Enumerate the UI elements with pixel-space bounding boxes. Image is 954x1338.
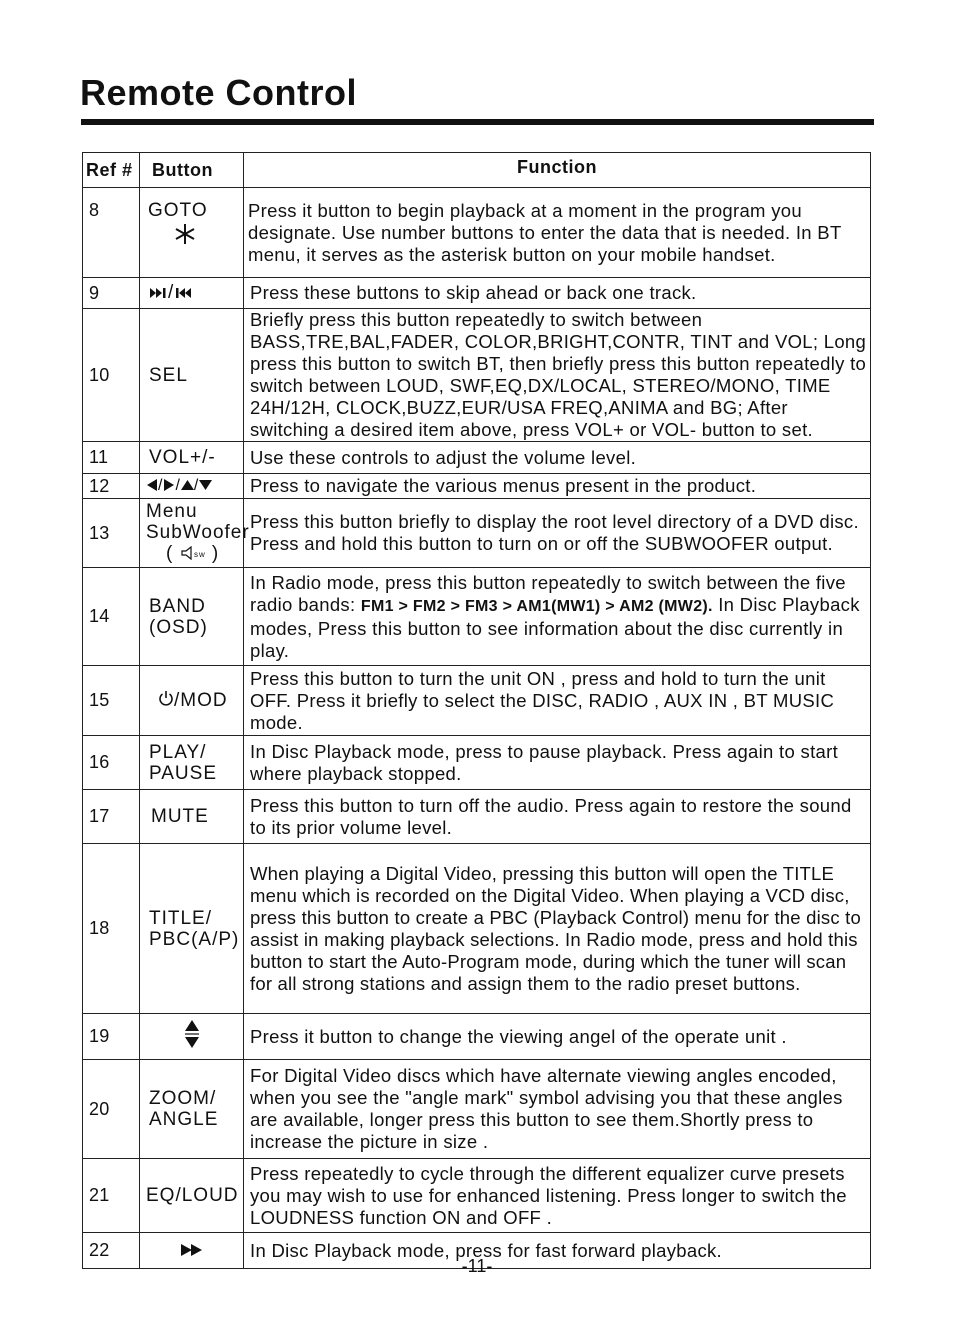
button-cell — [140, 568, 244, 666]
ref-cell: 15 — [83, 666, 140, 736]
ref-cell: 20 — [83, 1060, 140, 1159]
button-cell — [140, 188, 244, 278]
function-cell: Press it button to change the viewing angel of the operate unit . — [244, 1014, 871, 1060]
function-cell: In Disc Playback mode, press for fast forward playback. — [244, 1233, 871, 1269]
function-cell: For Digital Video discs which have alternate viewing angles encoded, when you see the "angle mark" symbol advising you that these angles are available, longer press this button to see them.Shortly press to increase the picture in size . — [244, 1060, 871, 1159]
function-cell: Press to navigate the various menus present in the product. — [244, 474, 871, 499]
function-cell: Press this button briefly to display the root level directory of a DVD disc. Press and hold this button to turn on or off the SUBWOOFER output. — [244, 499, 871, 568]
page-number: -11- — [461, 1256, 493, 1276]
button-label-line2: PBC(A/P) — [149, 928, 240, 950]
function-cell — [244, 568, 871, 666]
function-cell: In Disc Playback mode, press to pause playback. Press again to start where playback stopped. — [244, 736, 871, 790]
button-cell: MUTE — [140, 790, 244, 844]
button-cell — [140, 666, 244, 736]
table-row — [83, 844, 871, 1014]
arrow-up-icon — [181, 476, 194, 497]
button-label-line1: BAND — [149, 595, 206, 617]
button-cell: EQ/LOUD — [140, 1159, 244, 1233]
table-row — [83, 474, 871, 499]
ref-cell: 11 — [83, 442, 140, 474]
table-row — [83, 666, 871, 736]
ref-cell: 22 — [83, 1233, 140, 1269]
ref-cell: 19 — [83, 1014, 140, 1060]
table-row — [83, 568, 871, 666]
table-row — [83, 1060, 871, 1159]
ref-cell: 12 — [83, 474, 140, 499]
table-row — [83, 1014, 871, 1060]
ref-cell: 9 — [83, 278, 140, 309]
function-cell: Press this button to turn the unit ON , press and hold to turn the unit OFF. Press it briefly to select the DISC, RADIO , AUX IN , BT MUSIC mode. — [244, 666, 871, 736]
button-label-line2: PAUSE — [149, 762, 218, 784]
button-label-line2: (OSD) — [149, 616, 208, 638]
button-label: GOTO — [148, 200, 208, 221]
header-ref: Ref # — [83, 153, 140, 188]
button-label-line1: TITLE/ — [149, 907, 213, 929]
power-icon — [158, 690, 174, 712]
table-row — [83, 188, 871, 278]
svg-text:sw: sw — [193, 549, 206, 559]
ref-cell: 14 — [83, 568, 140, 666]
ref-cell: 21 — [83, 1159, 140, 1233]
arrow-down-icon — [199, 476, 212, 497]
function-cell: Press these buttons to skip ahead or back one track. — [244, 278, 871, 309]
table-row — [83, 790, 871, 844]
button-cell — [140, 1060, 244, 1159]
table-row — [83, 1159, 871, 1233]
function-cell: Use these controls to adjust the volume level. — [244, 442, 871, 474]
ref-cell: 13 — [83, 499, 140, 568]
function-cell: Press this button to turn off the audio. Press again to restore the sound to its prior volume level. — [244, 790, 871, 844]
ref-cell: 10 — [83, 309, 140, 442]
table-row — [83, 499, 871, 568]
button-cell — [140, 1014, 244, 1060]
header-function: Function — [244, 153, 871, 188]
button-label-line1: PLAY/ — [149, 741, 207, 763]
function-text-a: In Radio mode, press this button repeatedly to switch between the five radio bands: — [250, 571, 846, 615]
skip-previous-icon — [174, 283, 192, 304]
ref-cell: 17 — [83, 790, 140, 844]
paren-open: ( — [166, 543, 174, 565]
button-label-line1: ZOOM/ — [149, 1088, 217, 1109]
ref-cell: 8 — [83, 188, 140, 278]
button-label-line1: Menu — [146, 501, 198, 523]
button-cell: VOL+/- — [140, 442, 244, 474]
button-label-line2: ANGLE — [149, 1109, 219, 1130]
ref-cell: 18 — [83, 844, 140, 1014]
button-label: /MOD — [174, 689, 228, 711]
ref-cell: 16 — [83, 736, 140, 790]
remote-control-table — [82, 152, 871, 1269]
angle-up-down-icon — [184, 1019, 200, 1054]
arrow-left-icon — [146, 476, 158, 497]
title-underline — [81, 119, 874, 125]
table-header-row — [83, 153, 871, 188]
paren-close: ) — [211, 543, 220, 565]
skip-separator: / — [168, 282, 175, 304]
function-text-b: In Disc Playback modes, Press this button to see information about the disc currently in play. — [250, 593, 860, 661]
asterisk-icon — [148, 223, 243, 250]
skip-next-icon — [150, 283, 168, 304]
header-button: Button — [140, 153, 244, 188]
button-cell — [140, 844, 244, 1014]
button-cell — [140, 499, 250, 568]
function-cell: Press it button to begin playback at a moment in the program you designate. Use number buttons to enter the data that is needed. In BT menu, it serves as the asterisk button on your mobile handset. — [244, 188, 871, 278]
radio-bands-sequence: FM1 > FM2 > FM3 > AM1(MW1) > AM2 (MW2). — [360, 597, 713, 615]
button-cell — [140, 736, 244, 790]
button-label-line2: SubWoofer — [146, 522, 250, 544]
button-cell — [140, 278, 244, 309]
function-cell: Briefly press this button repeatedly to switch between BASS,TRE,BAL,FADER, COLOR,BRIGHT,CONTR, TINT and VOL; Long press this button to switch BT, then briefly press this button repeatedly to switch between LOUD, SWF,EQ,DX/LOCAL, STEREO/MONO, TIME 24H/12H, CLOCK,BUZZ,EUR/USA FREQ,ANIMA and BG; After switching a desired item above, press VOL+ or VOL- button to set. — [244, 309, 871, 442]
table-row — [83, 278, 871, 309]
button-cell: / / / — [140, 474, 244, 499]
table-row — [83, 442, 871, 474]
table-row — [83, 736, 871, 790]
arrow-right-icon — [163, 476, 175, 497]
function-cell: When playing a Digital Video, pressing this button will open the TITLE menu which is recorded on the Digital Video. When playing a VCD disc, press this button to create a PBC (Playback Control) menu for the disc to assist in making playback selections. In Radio mode, press and hold this button to start the Auto-Program mode, during which the tuner will scan for all strong stations and assign them to the radio preset buttons. — [244, 844, 871, 1014]
page-title: Remote Control — [80, 72, 357, 113]
function-cell: Press repeatedly to cycle through the different equalizer curve presets you may wish to use for enhanced listening. Press longer to switch the LOUDNESS function ON and OFF . — [244, 1159, 871, 1233]
button-cell: SEL — [140, 309, 244, 442]
table-row — [83, 309, 871, 442]
subwoofer-icon — [180, 544, 206, 565]
